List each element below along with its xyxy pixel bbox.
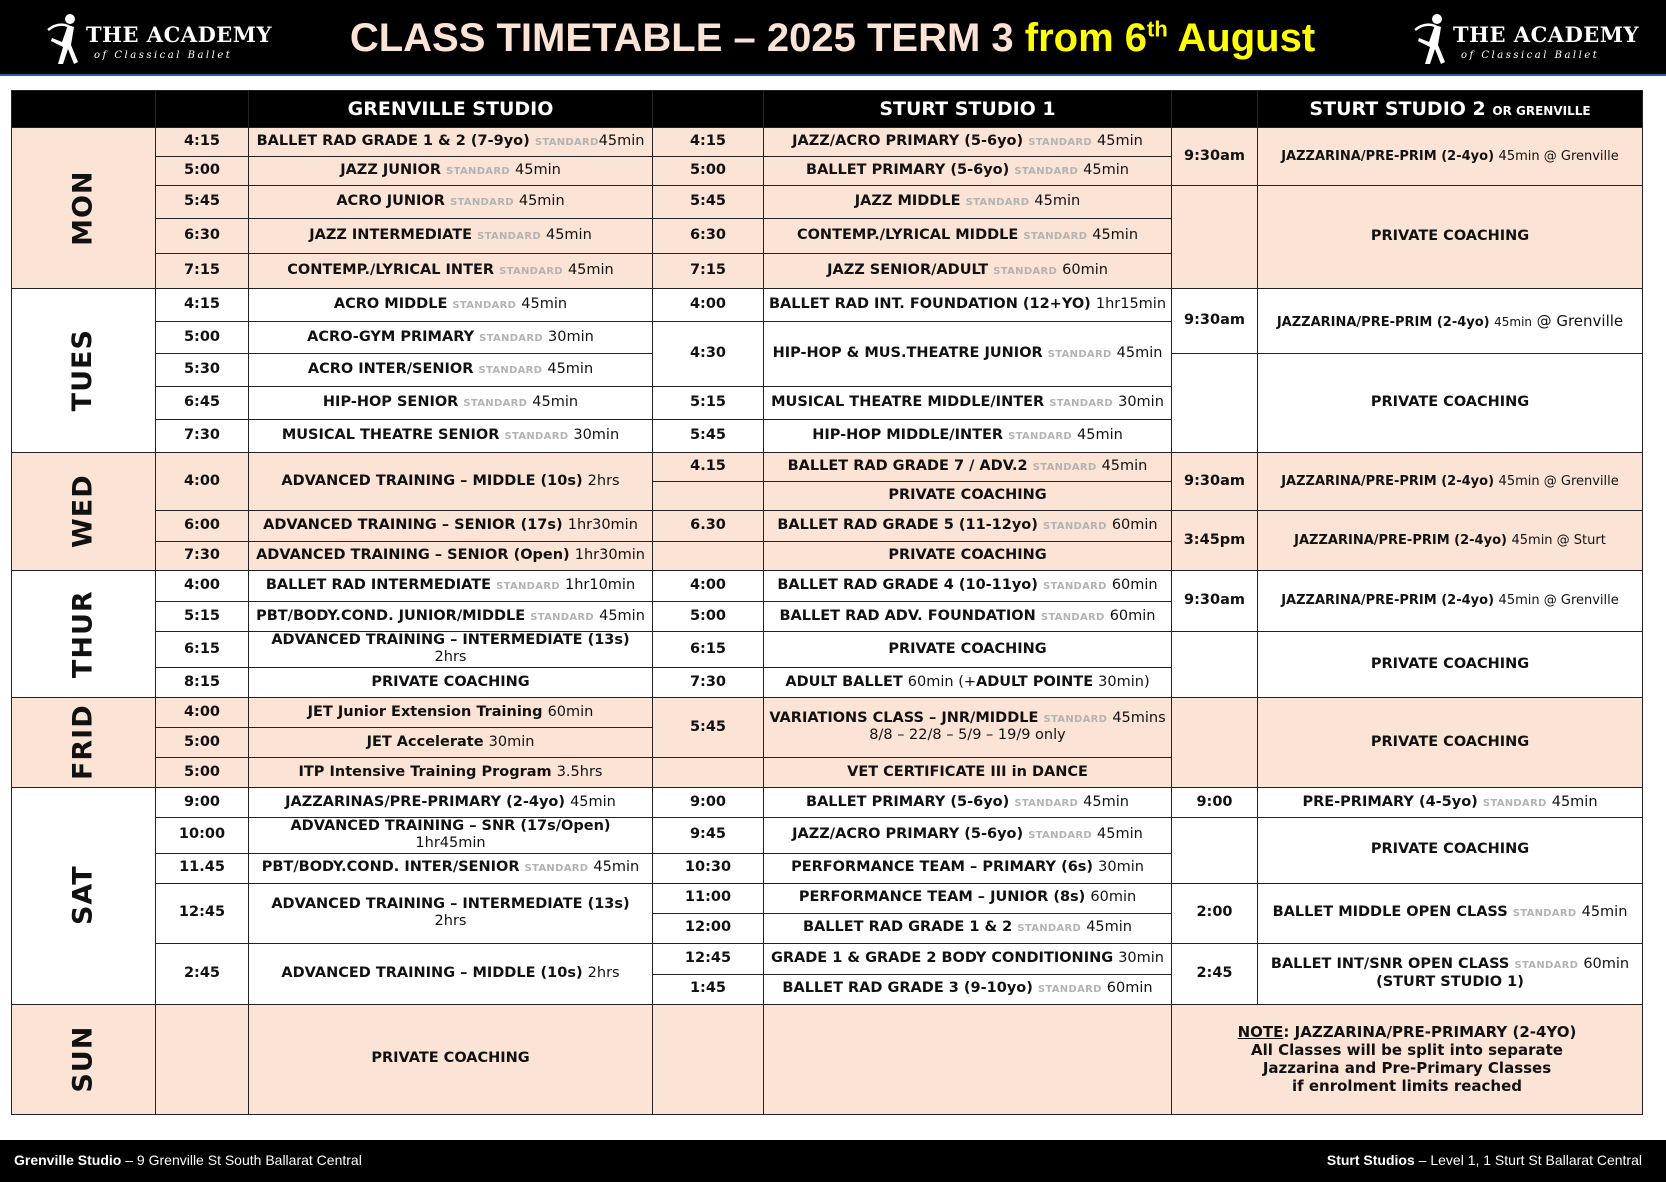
class-cell: BALLET RAD ADV. FOUNDATION STANDARD 60min <box>764 602 1172 632</box>
time-cell: 11.45 <box>156 853 249 883</box>
note-line: Jazzarina and Pre-Primary Classes <box>1262 1059 1552 1078</box>
time-cell: 2:45 <box>1172 943 1258 1004</box>
table-row <box>12 453 1643 482</box>
empty-cell <box>1172 354 1258 453</box>
time-cell: 7:15 <box>156 254 249 289</box>
time-cell: 4:00 <box>156 571 249 602</box>
class-cell: ACRO JUNIOR STANDARD 45min <box>249 186 653 219</box>
time-cell: 4:15 <box>653 128 764 157</box>
table-row <box>12 943 1643 974</box>
class-cell: HIP-HOP SENIOR STANDARD 45min <box>249 387 653 420</box>
table-row <box>12 787 1643 817</box>
note-line: All Classes will be split into separate <box>1251 1041 1563 1060</box>
empty-cell <box>1172 632 1258 698</box>
class-cell: BALLET RAD GRADE 5 (11-12yo) STANDARD 60min <box>764 511 1172 542</box>
class-cell: ADVANCED TRAINING – SNR (17s/Open) 1hr45min <box>249 817 653 853</box>
day-sun: SUN <box>12 1004 156 1114</box>
class-cell: CONTEMP./LYRICAL INTER STANDARD 45min <box>249 254 653 289</box>
title-sup: th <box>1147 16 1168 42</box>
class-cell: JAZZ/ACRO PRIMARY (5-6yo) STANDARD 45min <box>764 817 1172 853</box>
page-title <box>250 16 1415 61</box>
academy-logo-left <box>44 12 273 66</box>
note-label: NOTE <box>1237 1023 1284 1042</box>
timetable <box>11 90 1643 1115</box>
footer-bar <box>0 1140 1666 1182</box>
time-cell: 4:30 <box>653 322 764 387</box>
day-tues: TUES <box>12 289 156 453</box>
time-cell: 5:15 <box>653 387 764 420</box>
time-cell: 6:30 <box>156 219 249 254</box>
class-cell: BALLET RAD GRADE 1 & 2 (7-9yo) STANDARD45min <box>249 128 653 157</box>
time-cell: 1:45 <box>653 974 764 1004</box>
class-cell: BALLET PRIMARY (5-6yo) STANDARD 45min <box>764 787 1172 817</box>
class-cell: HIP-HOP MIDDLE/INTER STANDARD 45min <box>764 420 1172 453</box>
logo-text: THE ACADEMY <box>1453 22 1640 47</box>
class-cell: JAZZ INTERMEDIATE STANDARD 45min <box>249 219 653 254</box>
day-sat: SAT <box>12 787 156 1004</box>
sturt-address: Sturt Studios – Level 1, 1 Sturt St Ballarat Central <box>1326 1152 1642 1168</box>
class-cell: JAZZARINA/PRE-PRIM (2-4yo) 45min @ Grenville <box>1258 453 1643 511</box>
time-cell: 9:00 <box>1172 787 1258 817</box>
time-cell: 6:30 <box>653 219 764 254</box>
time-cell: 5:00 <box>156 757 249 787</box>
time-cell: 4:00 <box>653 289 764 322</box>
title-month: August <box>1177 16 1316 60</box>
class-cell: MUSICAL THEATRE MIDDLE/INTER STANDARD 30min <box>764 387 1172 420</box>
class-cell: MUSICAL THEATRE SENIOR STANDARD 30min <box>249 420 653 453</box>
class-cell: ADVANCED TRAINING – SENIOR (17s) 1hr30min <box>249 511 653 542</box>
time-cell: 7:15 <box>653 254 764 289</box>
table-row <box>12 289 1643 322</box>
class-cell: PBT/BODY.COND. JUNIOR/MIDDLE STANDARD 45min <box>249 602 653 632</box>
time-cell: 6:45 <box>156 387 249 420</box>
class-cell: JAZZARINA/PRE-PRIM (2-4yo) 45min @ Sturt <box>1258 511 1643 571</box>
class-cell: JAZZ/ACRO PRIMARY (5-6yo) STANDARD 45min <box>764 128 1172 157</box>
class-cell: JET Junior Extension Training 60min <box>249 697 653 727</box>
class-cell: ADULT BALLET 60min (+ADULT POINTE 30min) <box>764 667 1172 697</box>
title-date <box>1025 16 1315 60</box>
class-cell: ACRO-GYM PRIMARY STANDARD 30min <box>249 322 653 354</box>
time-cell: 9:00 <box>156 787 249 817</box>
day-mon: MON <box>12 128 156 289</box>
time-cell: 5:30 <box>156 354 249 387</box>
time-cell: 10:30 <box>653 853 764 883</box>
time-cell: 9:30am <box>1172 128 1258 186</box>
time-cell: 5:45 <box>156 186 249 219</box>
time-cell: 5:00 <box>653 157 764 186</box>
time-cell: 2:00 <box>1172 883 1258 943</box>
time-cell: 5:00 <box>156 727 249 757</box>
time-cell: 4:15 <box>156 128 249 157</box>
time-cell: 4:15 <box>156 289 249 322</box>
class-cell: ADVANCED TRAINING – SENIOR (Open) 1hr30min <box>249 542 653 571</box>
class-cell: JAZZ MIDDLE STANDARD 45min <box>764 186 1172 219</box>
class-cell: BALLET RAD GRADE 4 (10-11yo) STANDARD 60min <box>764 571 1172 602</box>
time-cell: 9:00 <box>653 787 764 817</box>
empty-cell <box>764 1004 1172 1114</box>
time-cell: 5:45 <box>653 420 764 453</box>
time-cell: 4:00 <box>156 453 249 511</box>
time-cell: 12:45 <box>653 943 764 974</box>
private-coaching-cell: PRIVATE COACHING <box>764 542 1172 571</box>
note-line: if enrolment limits reached <box>1291 1077 1522 1096</box>
vet-certificate-cell: VET CERTIFICATE III in DANCE <box>764 757 1172 787</box>
time-cell: 6.30 <box>653 511 764 542</box>
class-cell: JAZZARINA/PRE-PRIM (2-4yo) 45min @ Grenville <box>1258 571 1643 632</box>
empty-cell <box>1172 817 1258 883</box>
time-cell: 7:30 <box>156 420 249 453</box>
empty-cell <box>1172 697 1258 787</box>
table-row <box>12 571 1643 602</box>
time-cell: 4:00 <box>156 697 249 727</box>
time-cell: 5:15 <box>156 602 249 632</box>
class-cell: BALLET INT/SNR OPEN CLASS STANDARD 60min (STURT STUDIO 1) <box>1258 943 1643 1004</box>
class-cell: JAZZARINA/PRE-PRIM (2-4yo) 45min @ Grenville <box>1258 128 1643 186</box>
time-cell: 2:45 <box>156 943 249 1004</box>
class-cell: ADVANCED TRAINING – INTERMEDIATE (13s) 2hrs <box>249 632 653 668</box>
class-cell: BALLET RAD GRADE 7 / ADV.2 STANDARD 45min <box>764 453 1172 482</box>
class-cell: PBT/BODY.COND. INTER/SENIOR STANDARD 45min <box>249 853 653 883</box>
class-cell: JAZZARINAS/PRE-PRIMARY (2-4yo) 45min <box>249 787 653 817</box>
logo-text: THE ACADEMY <box>86 22 273 47</box>
class-cell: ADVANCED TRAINING – INTERMEDIATE (13s) 2hrs <box>249 883 653 943</box>
empty-cell <box>653 757 764 787</box>
private-coaching-cell: PRIVATE COACHING <box>1258 186 1643 289</box>
class-cell: CONTEMP./LYRICAL MIDDLE STANDARD 45min <box>764 219 1172 254</box>
grenville-address: Grenville Studio – 9 Grenville St South Ballarat Central <box>14 1152 362 1168</box>
academy-logo-right <box>1411 12 1640 66</box>
empty-cell <box>653 482 764 511</box>
time-cell: 10:00 <box>156 817 249 853</box>
empty-cell <box>653 1004 764 1114</box>
logo-subtext: of Classical Ballet <box>1461 50 1600 61</box>
time-cell: 12:45 <box>156 883 249 943</box>
time-cell: 5:00 <box>653 602 764 632</box>
note-heading: : JAZZARINA/PRE-PRIMARY (2-4YO) <box>1283 1023 1577 1042</box>
header-blank <box>653 91 764 128</box>
time-cell: 7:30 <box>156 542 249 571</box>
table-row <box>12 128 1643 157</box>
ballerina-logo-icon <box>44 12 88 66</box>
time-cell: 7:30 <box>653 667 764 697</box>
day-frid: FRID <box>12 697 156 787</box>
day-wed: WED <box>12 453 156 571</box>
class-cell: JAZZARINA/PRE-PRIM (2-4yo) 45min @ Grenville <box>1258 289 1643 354</box>
time-cell: 6:00 <box>156 511 249 542</box>
class-cell: JAZZ JUNIOR STANDARD 45min <box>249 157 653 186</box>
private-coaching-cell: PRIVATE COACHING <box>764 632 1172 668</box>
time-cell: 6:15 <box>156 632 249 668</box>
time-cell: 9:30am <box>1172 571 1258 632</box>
header-bar <box>0 0 1666 76</box>
title-from: from 6 <box>1024 16 1148 60</box>
class-cell: PERFORMANCE TEAM – PRIMARY (6s) 30min <box>764 853 1172 883</box>
class-cell: BALLET RAD GRADE 3 (9-10yo) STANDARD 60min <box>764 974 1172 1004</box>
private-coaching-cell: PRIVATE COACHING <box>1258 632 1643 698</box>
table-row <box>12 186 1643 219</box>
header-sturt1: STURT STUDIO 1 <box>764 91 1172 128</box>
header-blank <box>12 91 156 128</box>
table-row <box>12 632 1643 668</box>
class-cell: BALLET RAD INTERMEDIATE STANDARD 1hr10min <box>249 571 653 602</box>
table-row <box>12 511 1643 542</box>
time-cell: 5:45 <box>653 186 764 219</box>
table-row <box>12 883 1643 913</box>
header-grenville: GRENVILLE STUDIO <box>249 91 653 128</box>
time-cell: 11:00 <box>653 883 764 913</box>
title-main: CLASS TIMETABLE – 2025 TERM 3 <box>349 16 1014 60</box>
class-cell: BALLET RAD GRADE 1 & 2 STANDARD 45min <box>764 913 1172 943</box>
class-cell: JET Accelerate 30min <box>249 727 653 757</box>
logo-subtext: of Classical Ballet <box>94 50 233 61</box>
private-coaching-cell: PRIVATE COACHING <box>1258 697 1643 787</box>
time-cell: 4.15 <box>653 453 764 482</box>
class-cell: ITP Intensive Training Program 3.5hrs <box>249 757 653 787</box>
class-cell: JAZZ SENIOR/ADULT STANDARD 60min <box>764 254 1172 289</box>
column-header-row <box>12 91 1643 128</box>
day-thur: THUR <box>12 571 156 698</box>
private-coaching-cell: PRIVATE COACHING <box>249 1004 653 1114</box>
enrolment-note <box>1172 1004 1643 1114</box>
time-cell: 5:00 <box>156 322 249 354</box>
header-blank <box>1172 91 1258 128</box>
time-cell: 8:15 <box>156 667 249 697</box>
empty-cell <box>1172 186 1258 289</box>
time-cell: 6:15 <box>653 632 764 668</box>
empty-cell <box>653 542 764 571</box>
private-coaching-cell: PRIVATE COACHING <box>249 667 653 697</box>
header-sturt2-suffix: OR GRENVILLE <box>1492 103 1591 118</box>
ballerina-logo-icon <box>1411 12 1455 66</box>
class-cell: BALLET RAD INT. FOUNDATION (12+YO) 1hr15min <box>764 289 1172 322</box>
class-cell: BALLET PRIMARY (5-6yo) STANDARD 45min <box>764 157 1172 186</box>
time-cell: 3:45pm <box>1172 511 1258 571</box>
private-coaching-cell: PRIVATE COACHING <box>1258 354 1643 453</box>
empty-cell <box>156 1004 249 1114</box>
private-coaching-cell: PRIVATE COACHING <box>764 482 1172 511</box>
class-cell: BALLET MIDDLE OPEN CLASS STANDARD 45min <box>1258 883 1643 943</box>
class-cell: ADVANCED TRAINING – MIDDLE (10s) 2hrs <box>249 453 653 511</box>
time-cell: 9:45 <box>653 817 764 853</box>
class-cell: ADVANCED TRAINING – MIDDLE (10s) 2hrs <box>249 943 653 1004</box>
class-cell: ACRO INTER/SENIOR STANDARD 45min <box>249 354 653 387</box>
time-cell: 12:00 <box>653 913 764 943</box>
table-row <box>12 697 1643 727</box>
header-blank <box>156 91 249 128</box>
time-cell: 5:45 <box>653 697 764 757</box>
class-cell: ACRO MIDDLE STANDARD 45min <box>249 289 653 322</box>
time-cell: 4:00 <box>653 571 764 602</box>
private-coaching-cell: PRIVATE COACHING <box>1258 817 1643 883</box>
class-cell: VARIATIONS CLASS – JNR/MIDDLE STANDARD 45mins 8/8 – 22/8 – 5/9 – 19/9 only <box>764 697 1172 757</box>
time-cell: 9:30am <box>1172 453 1258 511</box>
time-cell: 9:30am <box>1172 289 1258 354</box>
class-cell: HIP-HOP & MUS.THEATRE JUNIOR STANDARD 45min <box>764 322 1172 387</box>
header-sturt2-label: STURT STUDIO 2 <box>1309 97 1486 120</box>
class-cell: PERFORMANCE TEAM – JUNIOR (8s) 60min <box>764 883 1172 913</box>
header-sturt2 <box>1258 91 1643 128</box>
time-cell: 5:00 <box>156 157 249 186</box>
table-row <box>12 1004 1643 1114</box>
table-row <box>12 817 1643 853</box>
class-cell: PRE-PRIMARY (4-5yo) STANDARD 45min <box>1258 787 1643 817</box>
class-cell: GRADE 1 & GRADE 2 BODY CONDITIONING 30min <box>764 943 1172 974</box>
